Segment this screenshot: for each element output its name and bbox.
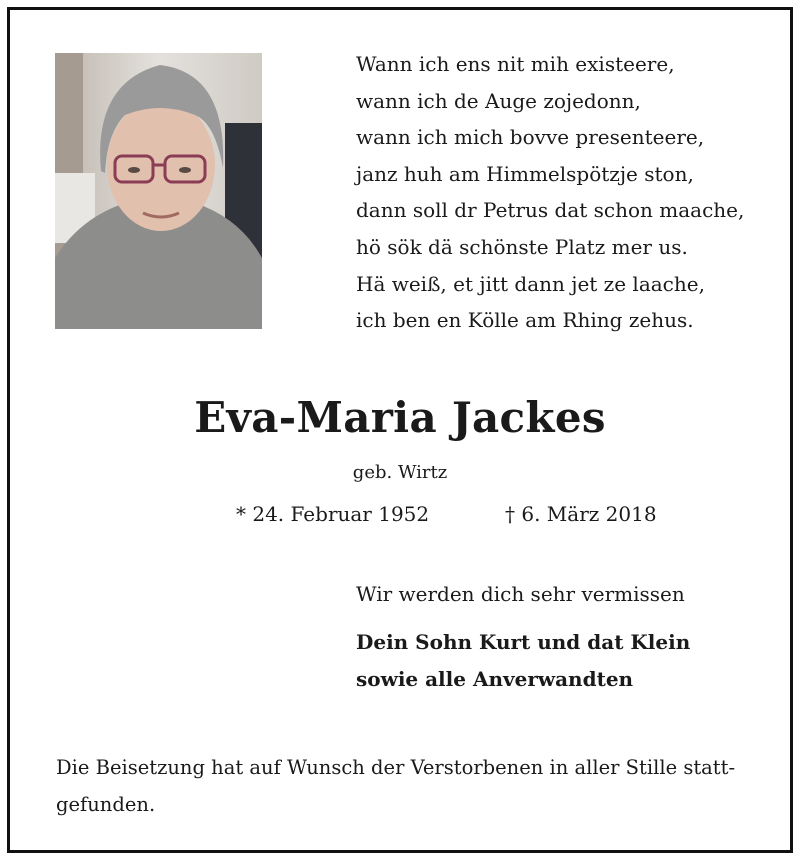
funeral-note-line: Die Beisetzung hat auf Wunsch der Verstorbenen in aller Stille statt-	[56, 756, 736, 779]
poem	[356, 46, 744, 339]
death-date: † 6. März 2018	[505, 502, 657, 526]
obituary-notice	[7, 7, 793, 853]
mourners	[356, 624, 690, 697]
poem-line: dann soll dr Petrus dat schon maache,	[356, 198, 745, 223]
deceased-name: Eva-Maria Jackes	[194, 393, 606, 442]
poem-line: ich ben en Kölle am Rhing zehus.	[356, 308, 694, 333]
poem-line: janz huh am Himmelspötzje ston,	[356, 161, 694, 186]
poem-line: hö sök dä schönste Platz mer us.	[356, 234, 688, 259]
birth-name: geb. Wirtz	[352, 462, 448, 483]
mourner-line: sowie alle Anverwandten	[356, 666, 634, 691]
poem-line: wann ich mich bovve presenteere,	[356, 125, 705, 150]
funeral-note-line: gefunden.	[56, 792, 156, 816]
farewell-text: Wir werden dich sehr vermissen	[356, 582, 685, 606]
poem-line: Wann ich ens nit mih existeere,	[356, 52, 675, 76]
mourner-line: Dein Sohn Kurt und dat Klein	[356, 630, 691, 654]
portrait-photo	[55, 53, 262, 329]
poem-line: wann ich de Auge zojedonn,	[356, 88, 641, 113]
birth-date: * 24. Februar 1952	[236, 502, 430, 526]
poem-line: Hä weiß, et jitt dann jet ze laache,	[356, 271, 705, 296]
funeral-note	[56, 750, 756, 823]
portrait-image	[55, 53, 262, 329]
